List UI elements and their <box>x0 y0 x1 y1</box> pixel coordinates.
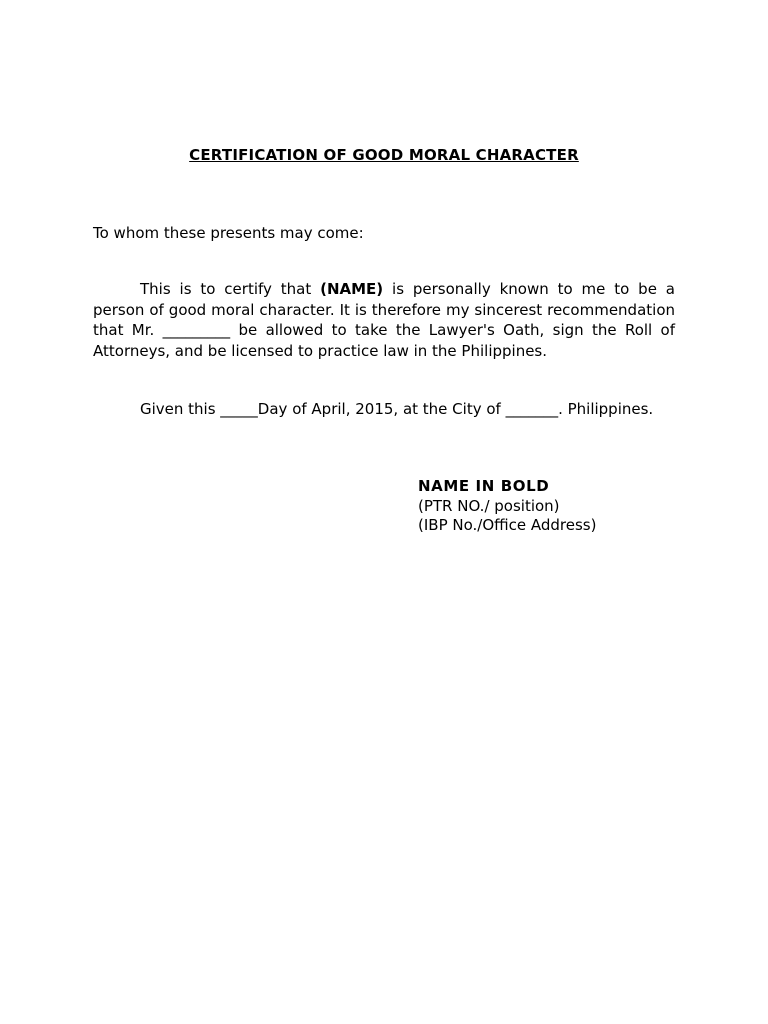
certification-paragraph <box>93 279 675 361</box>
given-date-paragraph: Given this _____Day of April, 2015, at the City of _______. Philippines. <box>140 400 654 418</box>
document-title: CERTIFICATION OF GOOD MORAL CHARACTER <box>189 146 579 164</box>
paragraph-text-after: is personally known to me to be a person of good moral character. It is therefore my sincerest recommendation that Mr. _________ be allowed to take the Lawyer's Oath, sign the Roll of Attorneys, and be licensed to practice law in the Philippines. <box>93 280 675 360</box>
signatory-ptr-position: (PTR NO./ position) <box>418 496 560 515</box>
signature-block <box>418 477 596 536</box>
paragraph-text-before: This is to certify that <box>140 280 321 298</box>
signatory-name: NAME IN BOLD <box>418 477 550 495</box>
signatory-ibp-address: (IBP No./Office Address) <box>418 516 597 534</box>
name-placeholder: (NAME) <box>320 280 384 298</box>
salutation: To whom these presents may come: <box>93 224 364 242</box>
